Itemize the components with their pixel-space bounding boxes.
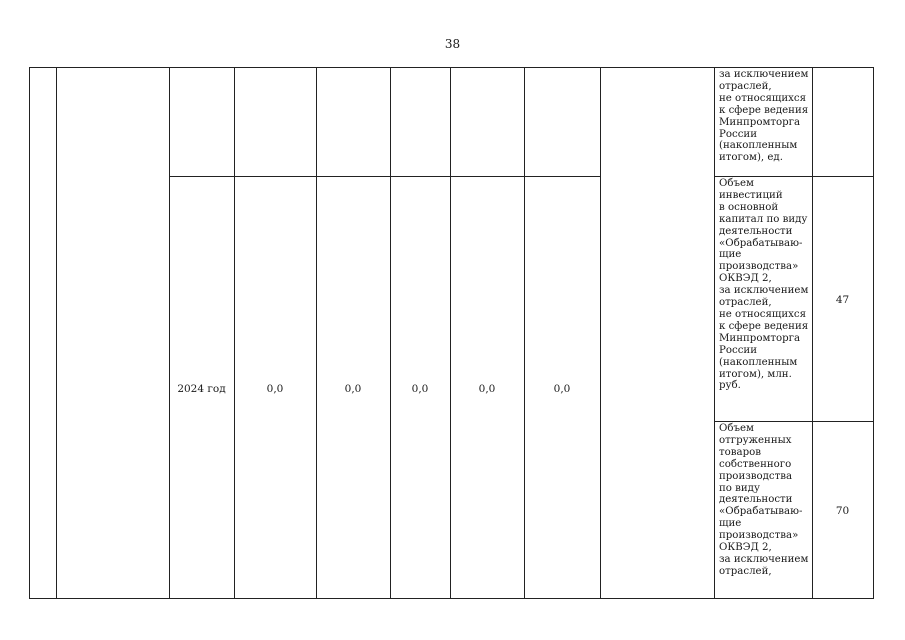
value-cell-3: 0,0	[411, 383, 429, 395]
col-border-8	[600, 67, 601, 599]
col-border-11	[873, 67, 874, 599]
col-border-7	[524, 67, 525, 599]
indicator-divider-1	[714, 176, 874, 177]
col-border-4	[316, 67, 317, 599]
col-border-2	[169, 67, 170, 599]
col-border-1	[56, 67, 57, 599]
indicator-text-2: Объем инвестиций в основной капитал по виду деятельности «Обрабатываю- щие производства» ОКВЭД 2, за исключением отраслей, не относящихся к сфере ведения Минпромторга России (накопленным итогом), млн. руб.	[719, 178, 809, 392]
value-cell-1: 0,0	[266, 383, 284, 395]
value-cell-5: 0,0	[553, 383, 571, 395]
year-cell: 2024 год	[177, 383, 226, 395]
indicator-text-1: за исключением отраслей, не относящихся к сфере ведения Минпромторга России (накопленным итогом), ед.	[719, 69, 809, 164]
value-cell-4: 0,0	[478, 383, 496, 395]
col-border-10	[812, 67, 813, 599]
table-top-border	[29, 67, 874, 68]
indicator-divider-2	[714, 421, 874, 422]
col-border-6	[450, 67, 451, 599]
col-border-9	[714, 67, 715, 599]
indicator-code-2: 47	[835, 294, 850, 306]
col-border-5	[390, 67, 391, 599]
col-border-0	[29, 67, 30, 599]
indicator-text-3: Объем отгруженных товаров собственного производства по виду деятельности «Обрабатываю- щие производства» ОКВЭД 2, за исключением отраслей,	[719, 423, 809, 577]
table-bottom-border	[29, 598, 874, 599]
col-border-3	[234, 67, 235, 599]
page-number: 38	[444, 37, 461, 51]
value-cell-2: 0,0	[344, 383, 362, 395]
indicator-code-3: 70	[835, 505, 850, 517]
